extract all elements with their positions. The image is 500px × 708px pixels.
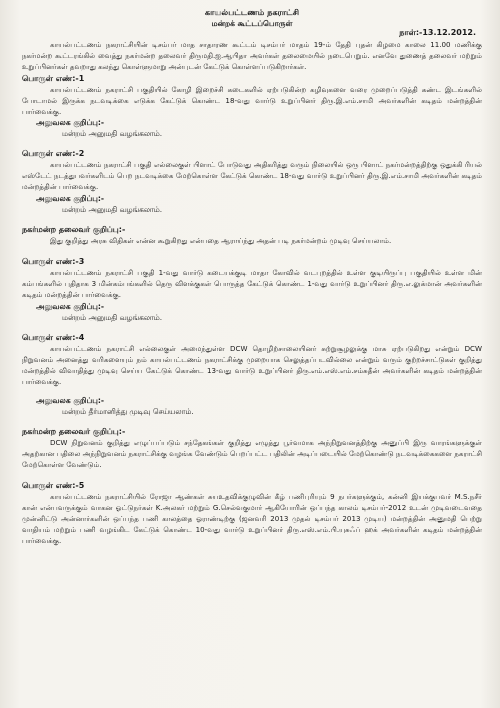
item-4-office-note: மன்றம் தீர்மானித்து முடிவு செய்யலாம். xyxy=(62,407,194,417)
chair-note-1-label: நகர்மன்ற தலைவர் குறிப்பு:- xyxy=(22,225,126,235)
item-4-body: காயல்பட்டணம் நகராட்சி எல்லைகுள் அமைந்துள்ள DCW தொழிற்சாலையினர் சுற்றுசூழலுக்கு மாசு ஏற்படுகிறது என்றும் DCW நிறுவனம் அனைத்து வரிகளையும் நம் காயல்பட்டணம் நகராட்சிக்கு முறையாக செலுத்தப்படவில்லை என்றும் வரும் குற்றச்சாட்டுகள் குறித்து மன்றத்தில் விவாதித்து முடிவு செய்ய கேட்டுக் கொண்ட 13-வது வார்டு உறுப்பினர் திரு.எம்.எஸ்.எம்.சம்சுதீன் அவர்களின் கடிதம் மன்றத்தின் பார்வைக்கு. xyxy=(22,343,482,386)
office-name: காயல்பட்டணம் நகராட்சி xyxy=(204,7,300,17)
document-header xyxy=(22,6,482,30)
item-1-heading: பொருள் எண்:-1 xyxy=(22,73,85,83)
item-1-office-note: மன்றம் அனுமதி வழங்கலாம். xyxy=(62,129,163,139)
item-4-office-note-label: அலுவலக குறிப்பு:- xyxy=(36,396,105,406)
item-3-heading: பொருள் எண்:-3 xyxy=(22,257,85,267)
item-1-office-note-label: அலுவலக குறிப்பு:- xyxy=(36,118,105,128)
item-2-office-note: மன்றம் அனுமதி வழங்கலாம். xyxy=(62,205,163,215)
item-3-office-note: மன்றம் அனுமதி வழங்கலாம். xyxy=(62,312,163,322)
chair-note-1-body: இது குறித்து அரசு விதிகள் என்ன கூறுகிறது என்பதை ஆராய்ந்து அதன் படி நகர்மன்றம் முடிவு செய்யலாம். xyxy=(50,236,392,246)
item-2-body: காயல்பட்டணம் நகராட்சி பகுதி எல்லைகுள் பிளாட் போடுவது அதிகரித்து வரும் நிலையில் ஒரு பிளாட் நகர்மன்றத்திற்கு ஒதுக்கி ரியல் எஸ்டேட் நடத்துபவர்களிடம் பெற நடவடிக்கை மேற்கொள்ள கேட்டுக் கொண்ட 18-வது வார்டு உறுப்பினர் திரு.இ.எம்.சாமி அவர்களின் கடிதம் மன்றத்தின் பார்வைக்கு. xyxy=(22,160,482,192)
item-5-body: காயல்பட்டணம் நகராட்சியில் ரோஜா ஆண்கள் சுயஉதவிக்குழுவின் கீழ் பணிபுரியும் 9 நபர்களுக்கும், கன்னி இயக்குபவர் M.S.நசீர் கான் என்பவருக்கும் வாகன ஓட்டுநர்கள் K.அலகர் மற்றும் G.செல்வகுமார் ஆகியோரின் ஒப்பந்த காலம் டிசம்பர்-2012 உடன் முடிவடைவதை முன்னிட்டு அன்னார்களின் ஒப்பந்த பணி காலத்தை ஓராண்டிற்கு (ஜனவரி 2013 முதல் டிசம்பர் 2013 முடிய) மன்றத்தின் அனுமதி பெற்று வாதியம் மற்றும் பணி வழங்கிட கேட்டுக் கொண்ட 10-வது வார்டு உறுப்பினர் திரு.எஸ்.எம்.பி.யுசுஃப் ஹக் அவர்களின் கடிதம் மன்றத்தின் பார்வைக்கு. xyxy=(22,492,482,545)
item-3-body: காயல்பட்டணம் நகராட்சி பகுதி 1-வது வார்டு கடையக்குடி மாதா கோவில் வடபுறத்தில் உள்ள குடியிருப்பு பகுதியில் உள்ள மின் கம்பங்களில் புதிதாக 3 மின்கம்பங்களில் தெரு விளக்குகள் பொருத்த கேட்டுக் கொண்ட 1-வது வார்டு உறுப்பினர் திரு.எ.லுக்மான் அவர்களின் கடிதம் மன்றத்தின் பார்வைக்கு. xyxy=(22,268,482,299)
item-2-heading: பொருள் எண்:-2 xyxy=(22,149,85,159)
item-5-heading: பொருள் எண்:-5 xyxy=(22,481,85,491)
item-1-body: காயல்பட்டணம் நகராட்சி பகுதியில் கோழி இறைச்சி கடைகளில் ஏற்படுகின்ற கழிவுகளை வரை முறைப்படுத்தி கண்ட இடங்களில் போடாமல் இருக்க நடவடிக்கை எடுக்க கேட்டுக் கொண்ட 18-வது வார்டு உறுப்பினர் திரு.இ.எம்.சாமி அவர்களின் கடிதம் மன்றத்தின் பார்வைக்கு. xyxy=(22,84,482,116)
item-2-office-note-label: அலுவலக குறிப்பு:- xyxy=(36,194,105,204)
document-date: நாள்:-13.12.2012. xyxy=(399,28,476,37)
item-3-office-note-label: அலுவலக குறிப்பு:- xyxy=(36,301,105,311)
document-title: மன்றக் கூட்டப்பொருள் xyxy=(211,19,293,28)
item-4-heading: பொருள் எண்:-4 xyxy=(22,332,85,342)
chair-note-2-label: நகர்மன்ற தலைவர் குறிப்பு:- xyxy=(22,427,126,437)
intro-paragraph: காயல்பட்டணம் நகராட்சியின் டிசம்பர் மாத சாதாரண கூட்டம் டிசம்பர் மாதம் 19-ம் தேதி புதன் கிழமை காலை 11.00 மணிக்கு நகர்மன்ற கூட்டரங்கில் வைத்து நகர்மன்ற தலைவர் திருமதி.ஐ.ஆபிதா அவர்கள் தலைமையில் நடைபெறும். எனவே துணைத் தலைவர் மற்றும் உறுப்பினர்கள் தவறாது கலந்து கொள்ளுமாறு அன்புடன் கேட்டுக் கொள்ளப்படுகிறார்கள். xyxy=(22,40,482,71)
chair-note-2-body: DCW நிறுவனம் குறித்து எழுப்பப்படும் சந்தேகங்கள் குறித்து எழுத்து பூர்வமாக அந்நிறுவனத்திற்கு அனுப்பி இரு வாரங்களுக்குள் அதற்கான பதிலை அந்நிறுவனம் நகராட்சிக்கு வழங்க வேண்டும் பெறப்பட்ட பதிலின் அடிப்படையில் மேற்கொண்டு நடவடிக்கைகளை நகராட்சி மேற்கொள்ள வேண்டும். xyxy=(22,438,482,470)
